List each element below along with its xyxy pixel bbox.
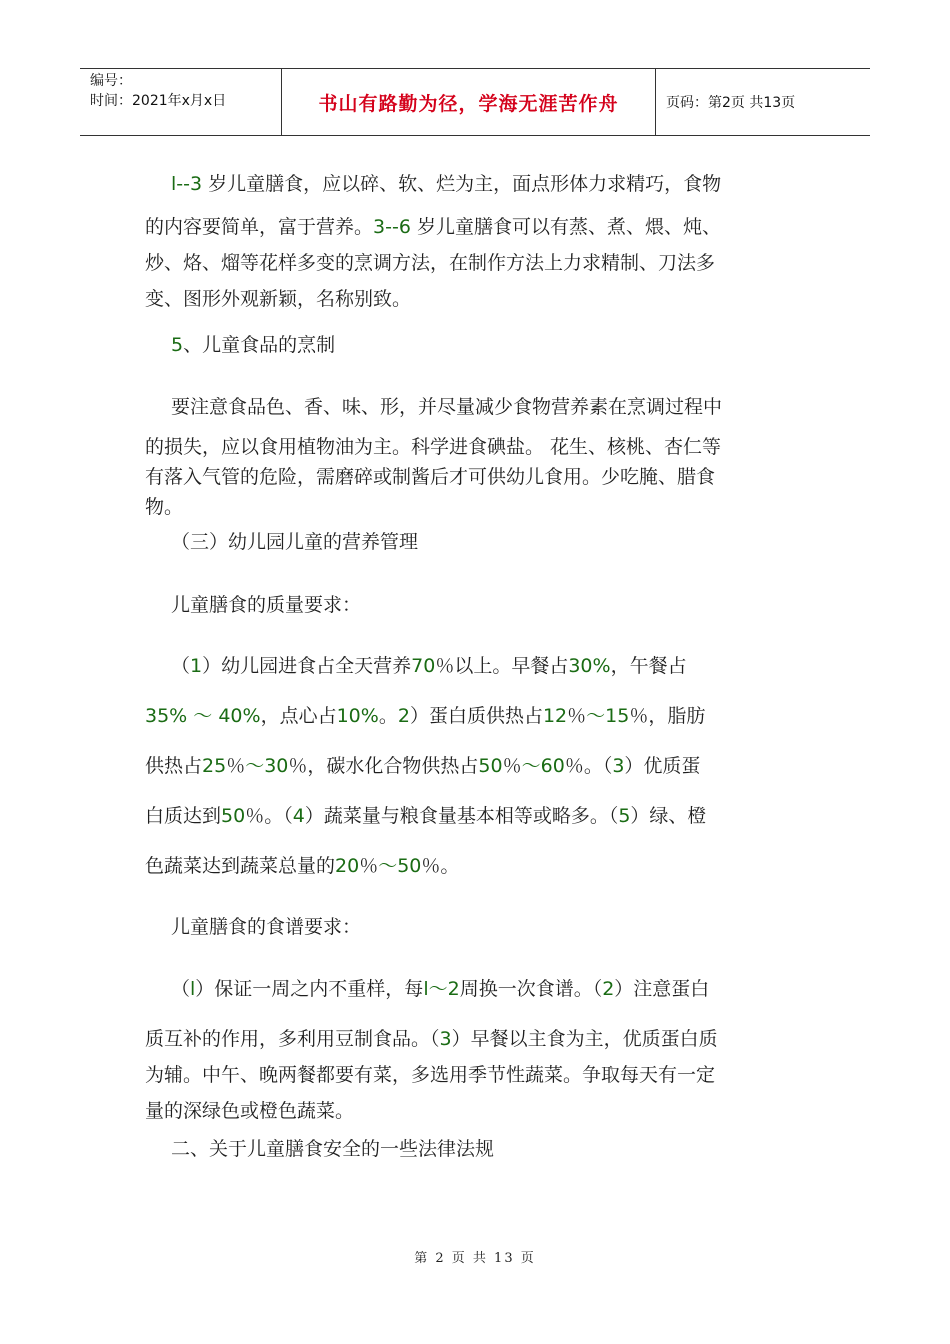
paragraph-line: 35% ～ 40%，点心占10%。2）蛋白质供热占12％～15％，脂肪 [145,705,706,727]
paragraph-line: 为辅。中午、晚两餐都要有菜，多选用季节性蔬菜。争取每天有一定 [145,1064,716,1086]
paragraph-line: （三）幼儿园儿童的营养管理 [171,531,419,553]
paragraph-line: （1）幼儿园进食占全天营养70％以上。早餐占30%，午餐占 [171,655,687,677]
paragraph-line: 的损失，应以食用植物油为主。科学进食碘盐。 花生、核桃、杏仁等 [145,436,722,458]
paragraph-line: 物。 [145,496,184,518]
paragraph-line: 有落入气管的危险，需磨碎或制酱后才可供幼儿食用。少吃腌、腊食 [145,466,716,488]
paragraph-line: 量的深绿色或橙色蔬菜。 [145,1100,355,1122]
page-header [80,68,870,136]
paragraph-line: l--3 岁儿童膳食，应以碎、软、烂为主，面点形体力求精巧，食物 [171,173,722,195]
header-motto: 书山有路勤为径，学海无涯苦作舟 [281,69,656,135]
page-footer: 第 2 页 共 13 页 [414,1251,536,1266]
paragraph-line: 白质达到50％。（4）蔬菜量与粮食量基本相等或略多。（5）绿、橙 [145,805,707,827]
paragraph-line: 要注意食品色、香、味、形，并尽量减少食物营养素在烹调过程中 [171,396,723,418]
document-number-label: 编号： [90,73,132,89]
paragraph-line: 二、关于儿童膳食安全的一些法律法规 [171,1138,495,1160]
paragraph-line: 的内容要简单，富于营养。3--6 岁儿童膳食可以有蒸、煮、煨、炖、 [145,216,721,238]
paragraph-line: 质互补的作用，多利用豆制食品。（3）早餐以主食为主，优质蛋白质 [145,1028,718,1050]
paragraph-line: 儿童膳食的质量要求： [171,594,362,616]
paragraph-line: （l）保证一周之内不重样，每l～2周换一次食谱。（2）注意蛋白 [171,978,710,1000]
paragraph-line: 儿童膳食的食谱要求： [171,916,362,938]
paragraph-line: 炒、烙、熘等花样多变的烹调方法，在制作方法上力求精制、刀法多 [145,252,716,274]
header-page-info: 页码：第2页 共13页 [666,95,796,111]
paragraph-line: 5、儿童食品的烹制 [171,334,336,356]
paragraph-line: 色蔬菜达到蔬菜总量的20％～50％。 [145,855,460,877]
document-date: 时间：2021年x月x日 [90,93,227,109]
paragraph-line: 变、图形外观新颖，名称别致。 [145,288,412,310]
paragraph-line: 供热占25％～30％，碳水化合物供热占50％～60％。（3）优质蛋 [145,755,701,777]
header-meta [80,69,281,135]
